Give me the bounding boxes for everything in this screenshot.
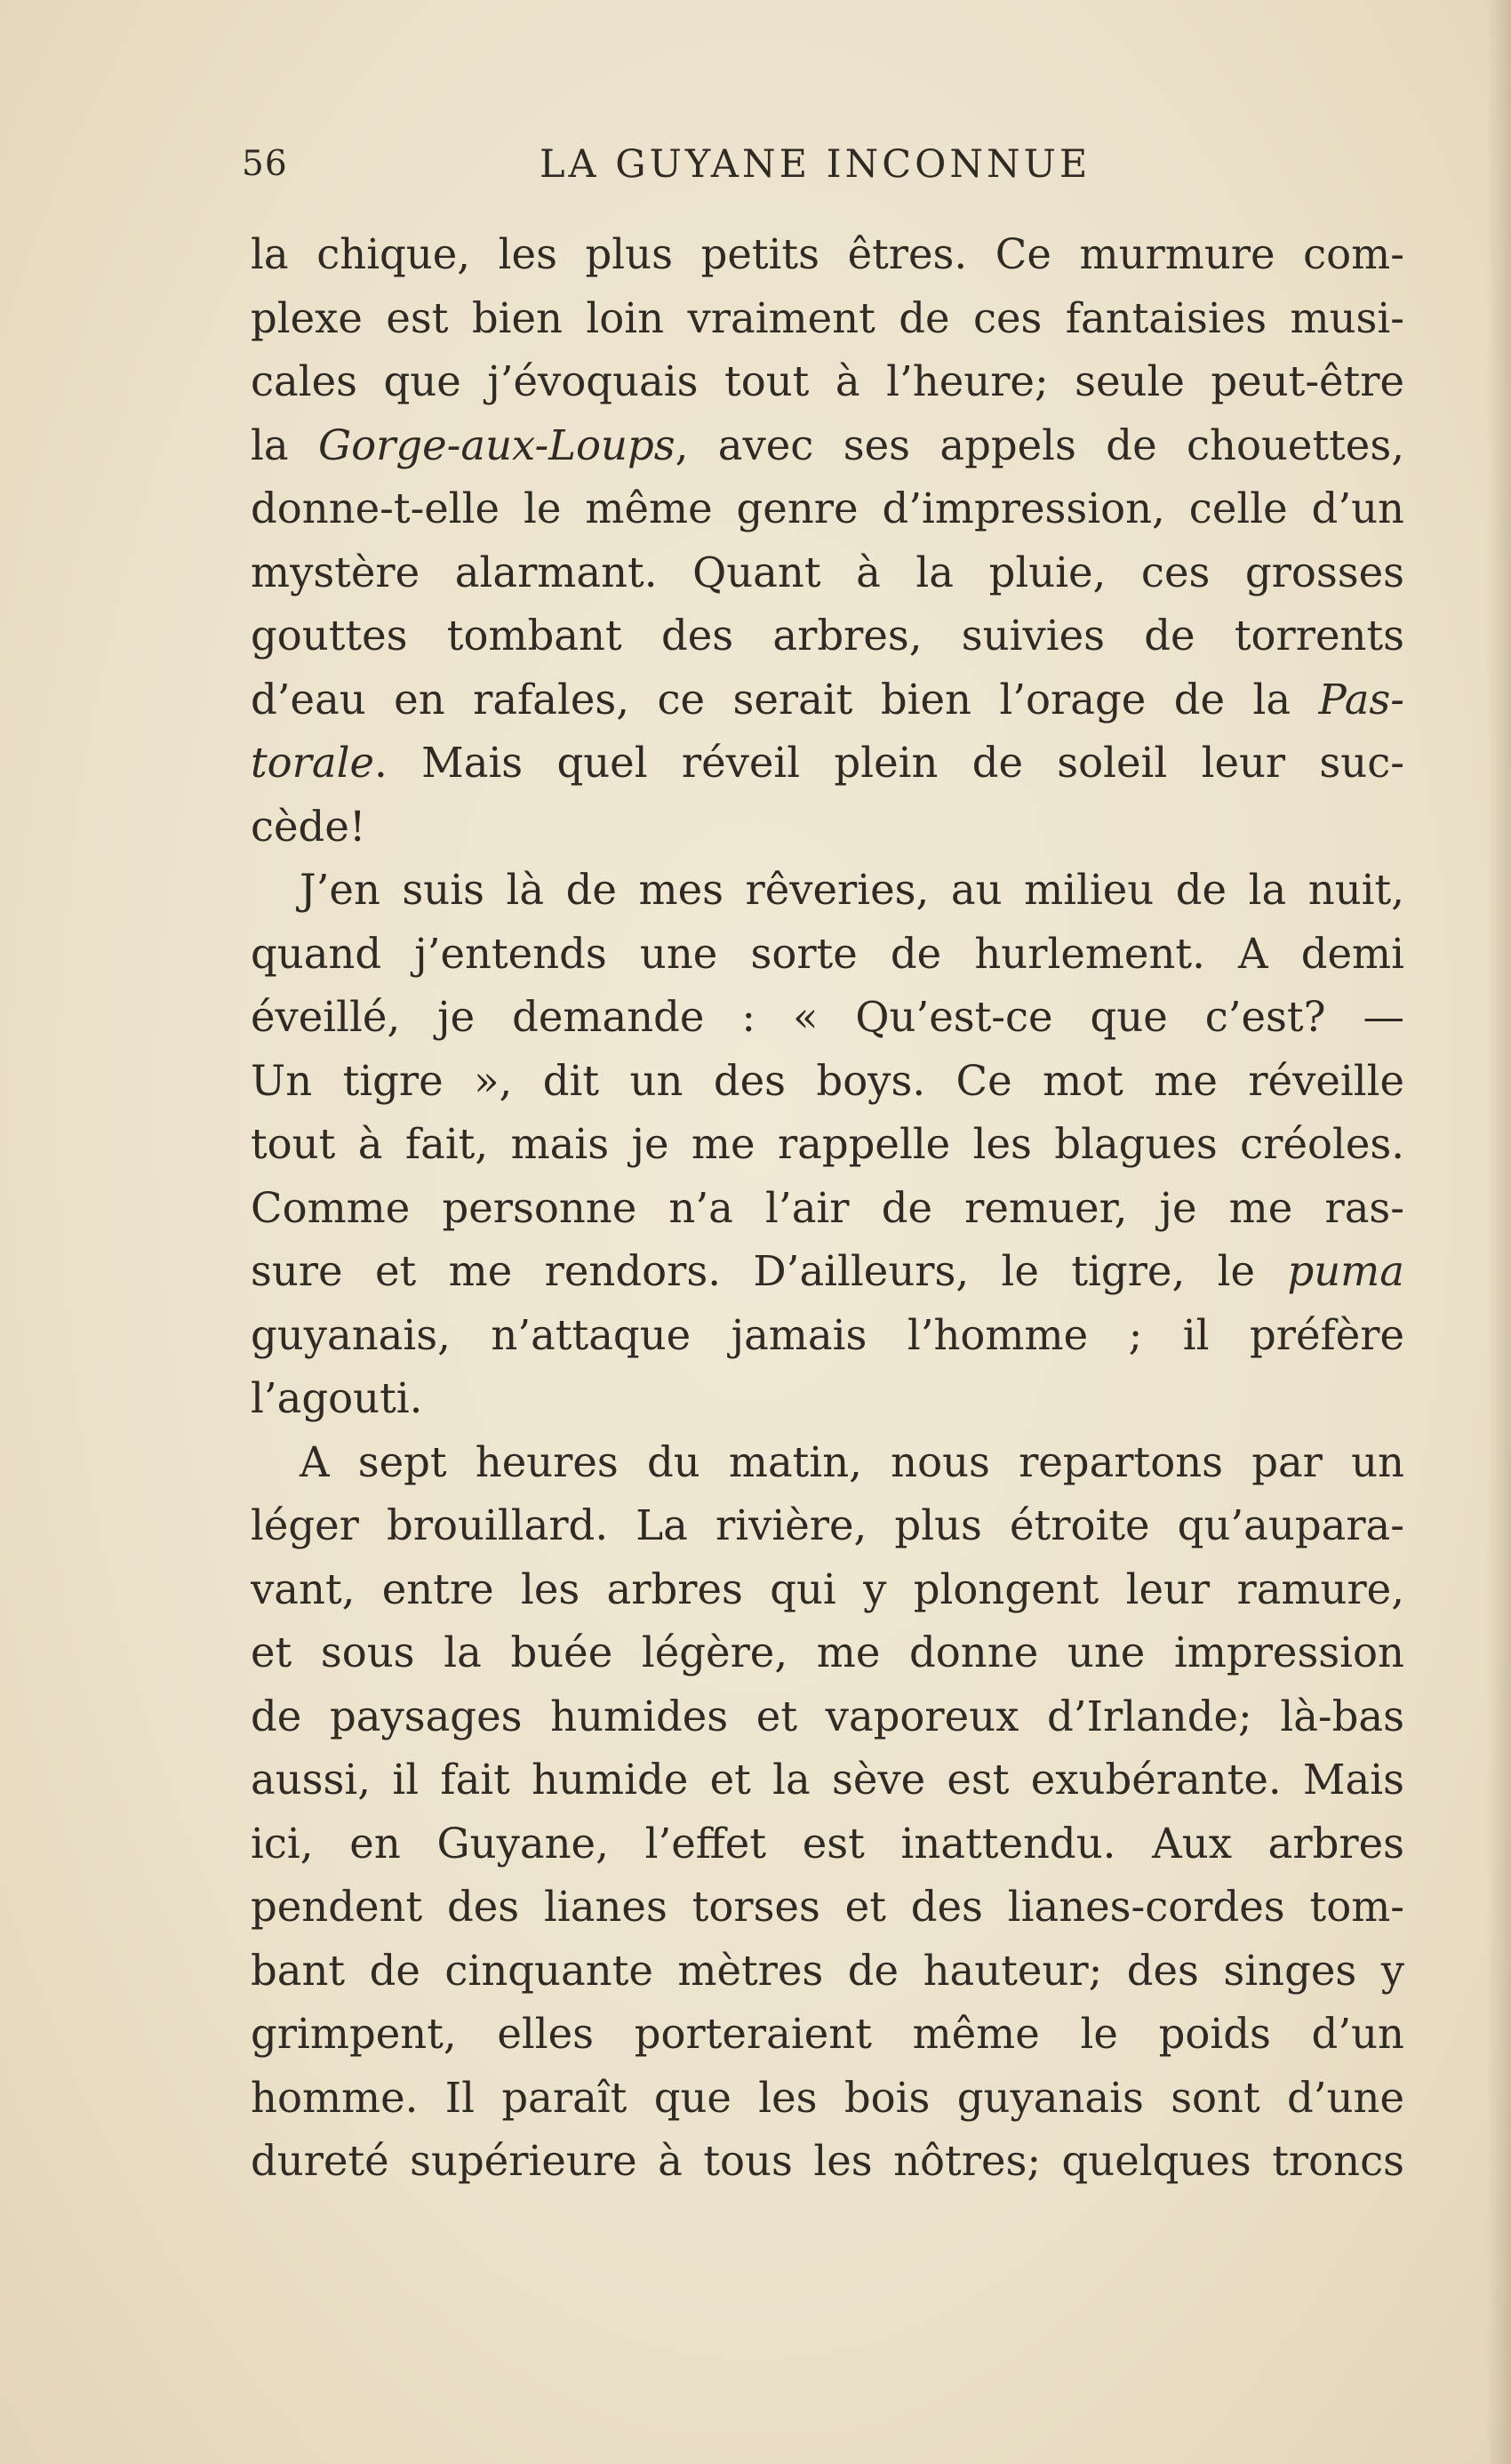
text-line: Comme personne n’a l’air de remuer, je me ras- bbox=[251, 1183, 1404, 1232]
text-line: sure et me rendors. D’ailleurs, le tigre, le puma bbox=[251, 1247, 1404, 1295]
text-line: mystère alarmant. Quant à la pluie, ces grosses bbox=[251, 548, 1404, 596]
text-line: grimpent, elles porteraient même le poids d’un bbox=[251, 2010, 1404, 2058]
text-line-paragraph-end: cède! bbox=[251, 802, 366, 851]
text-line: cales que j’évoquais tout à l’heure; seule peut-être bbox=[251, 357, 1404, 405]
text-line: Un tigre », dit un des boys. Ce mot me réveille bbox=[251, 1056, 1404, 1105]
text-line: d’eau en rafales, ce serait bien l’orage de la Pas- bbox=[251, 675, 1404, 724]
text-line: quand j’entends une sorte de hurlement. A demi bbox=[251, 929, 1404, 978]
text-line-paragraph-end: l’agouti. bbox=[251, 1374, 423, 1422]
text-line: tout à fait, mais je me rappelle les blagues créoles. bbox=[251, 1120, 1404, 1168]
text-line: et sous la buée légère, me donne une impression bbox=[251, 1628, 1404, 1676]
body-text bbox=[251, 223, 1404, 2194]
text-line: de paysages humides et vaporeux d’Irlande; là-bas bbox=[251, 1692, 1404, 1740]
text-line: gouttes tombant des arbres, suivies de torrents bbox=[251, 612, 1404, 660]
text-line: guyanais, n’attaque jamais l’homme ; il préfère bbox=[251, 1310, 1404, 1359]
text-line: éveillé, je demande : « Qu’est-ce que c’est? — bbox=[251, 993, 1404, 1041]
text-line: la chique, les plus petits êtres. Ce murmure com- bbox=[251, 230, 1404, 278]
text-line: bant de cinquante mètres de hauteur; des singes y bbox=[251, 1946, 1404, 1995]
page-header bbox=[242, 138, 1406, 191]
text-line: plexe est bien loin vraiment de ces fantaisies musi- bbox=[251, 293, 1404, 342]
text-line: homme. Il paraît que les bois guyanais sont d’une bbox=[251, 2073, 1404, 2122]
text-line: pendent des lianes torses et des lianes-cordes tom- bbox=[251, 1883, 1404, 1931]
page-number: 56 bbox=[242, 144, 288, 184]
text-line: torale. Mais quel réveil plein de soleil leur suc- bbox=[251, 739, 1404, 787]
page-edge-shadow bbox=[1486, 0, 1511, 2464]
text-line: vant, entre les arbres qui y plongent leur ramure, bbox=[251, 1564, 1404, 1613]
text-line-paragraph-start: J’en suis là de mes rêveries, au milieu de la nuit, bbox=[300, 866, 1404, 914]
text-line: ici, en Guyane, l’effet est inattendu. Aux arbres bbox=[251, 1819, 1404, 1868]
running-title: LA GUYANE INCONNUE bbox=[540, 142, 1091, 187]
text-line: dureté supérieure à tous les nôtres; quelques troncs bbox=[251, 2137, 1404, 2185]
text-line: léger brouillard. La rivière, plus étroite qu’aupara- bbox=[251, 1501, 1404, 1549]
text-line-paragraph-start: A sept heures du matin, nous repartons par un bbox=[300, 1437, 1404, 1486]
text-line: donne-t-elle le même genre d’impression, celle d’un bbox=[251, 484, 1404, 532]
text-line: aussi, il fait humide et la sève est exubérante. Mais bbox=[251, 1756, 1404, 1804]
text-line: la Gorge-aux-Loups, avec ses appels de chouettes, bbox=[251, 420, 1404, 469]
